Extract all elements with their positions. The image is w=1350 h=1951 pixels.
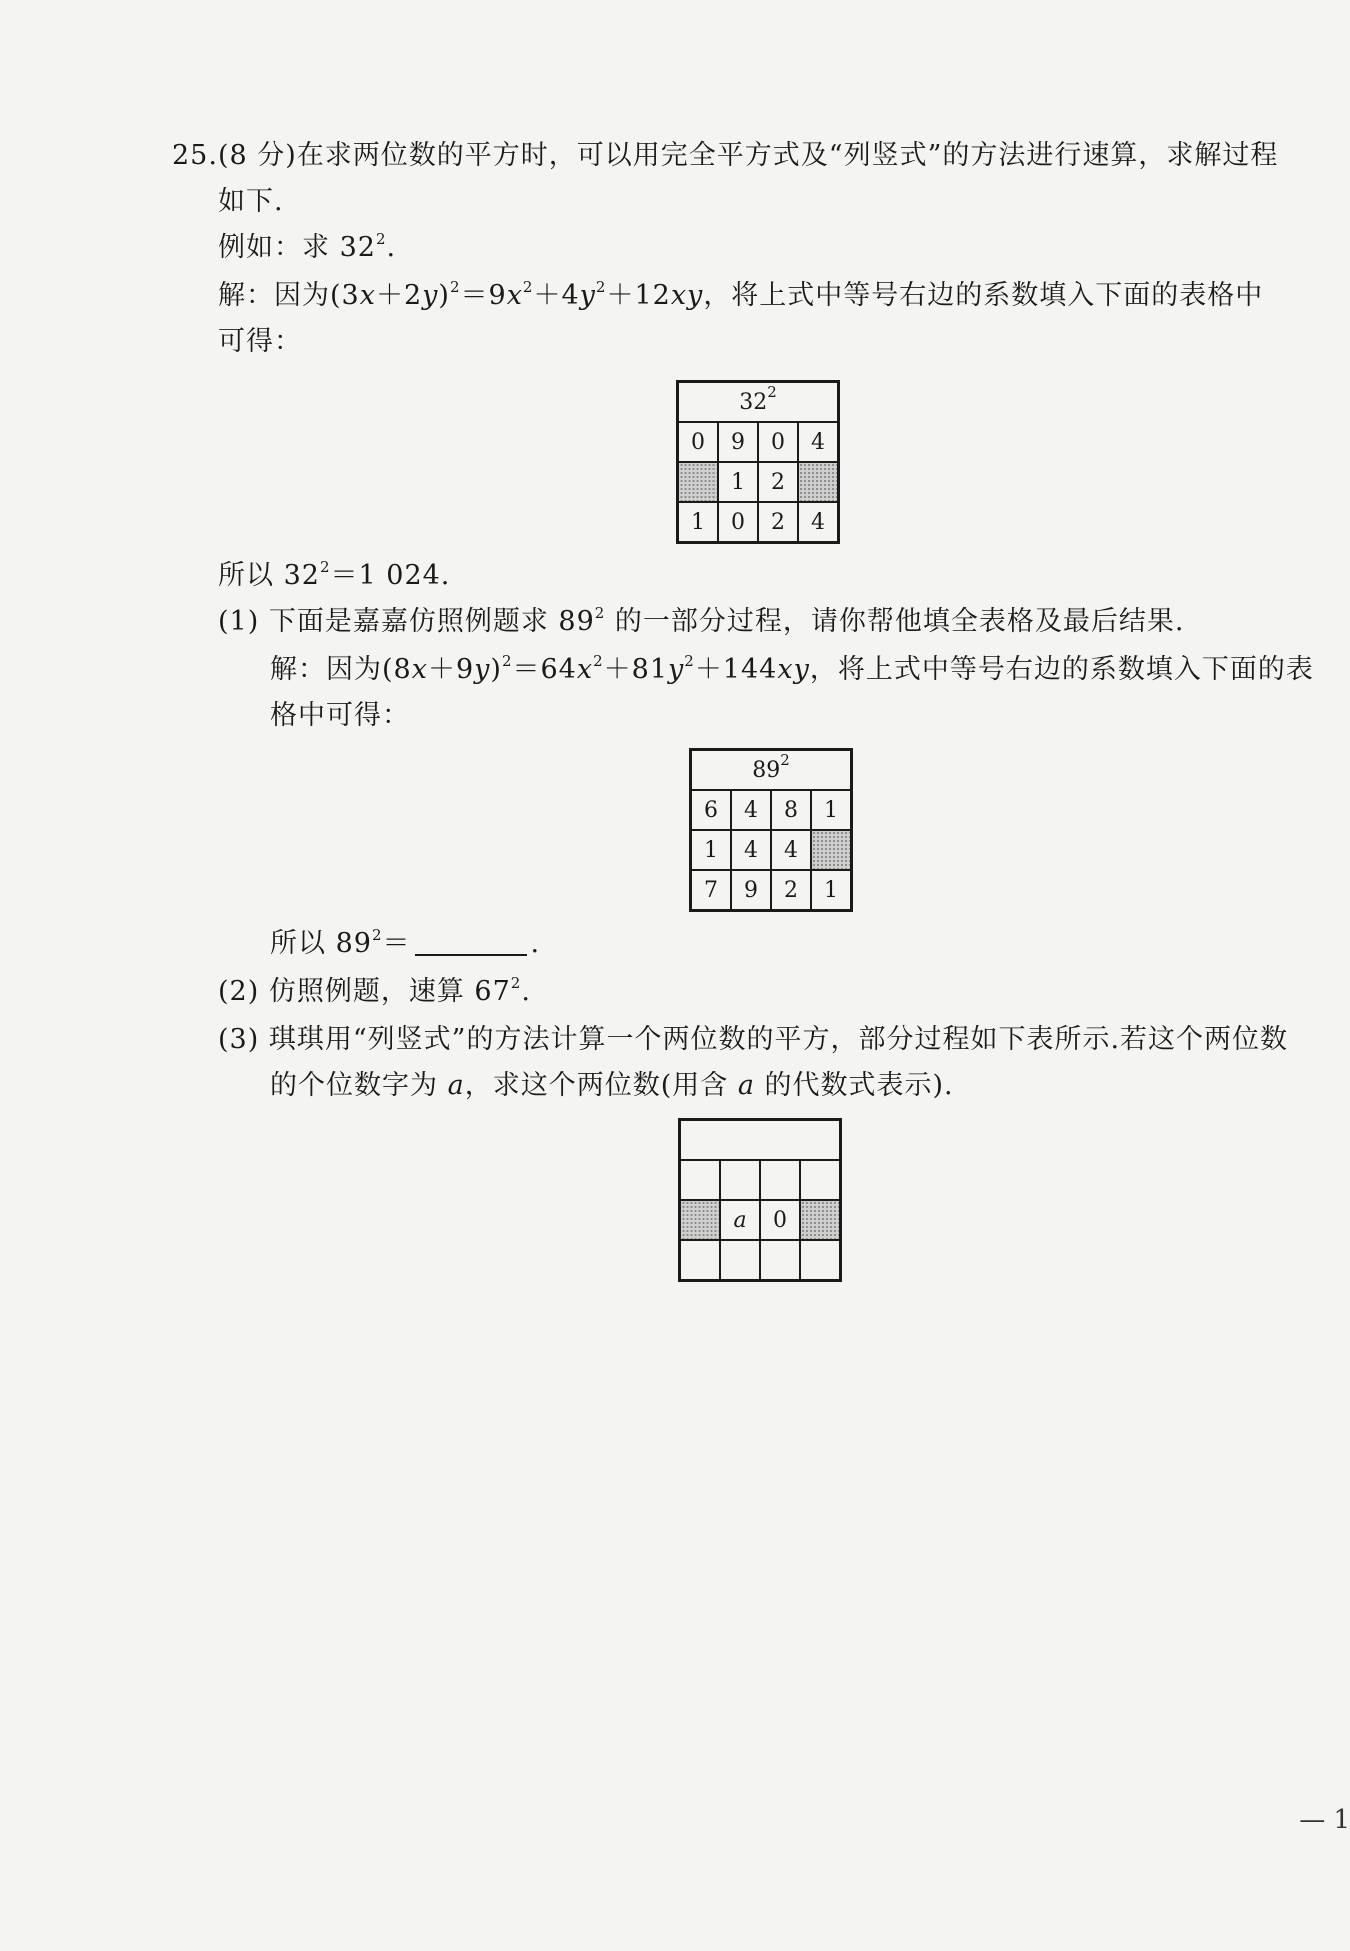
table1-cell: 9 xyxy=(718,422,758,462)
conclusion1 xyxy=(218,556,450,596)
table3-cell xyxy=(680,1160,721,1200)
table3-cell xyxy=(800,1160,841,1200)
part1-text-end: 的一部分过程，请你帮他填全表格及最后结果. xyxy=(605,606,1185,637)
part1-label: (1) xyxy=(218,606,260,637)
table-unknown xyxy=(678,1118,842,1282)
table1-header-text: 32 xyxy=(739,389,768,415)
table3-cell xyxy=(800,1240,841,1281)
table3-shaded-cell xyxy=(800,1200,841,1240)
table1-cell: 2 xyxy=(758,462,798,502)
table1-cell: 2 xyxy=(758,502,798,543)
part2-end: . xyxy=(521,976,531,1007)
conclusion2-eq: ＝ xyxy=(382,928,411,959)
part1-text: 下面是嘉嘉仿照例题求 89 xyxy=(268,606,595,637)
table1-cell: 0 xyxy=(678,422,719,462)
table2-cell: 8 xyxy=(771,790,811,830)
answer-blank[interactable] xyxy=(415,924,527,956)
conclusion2 xyxy=(270,924,540,964)
table2-cell: 4 xyxy=(771,830,811,870)
table2-cell: 4 xyxy=(731,790,771,830)
p1-sol-e: ＋81 xyxy=(603,654,668,685)
table1-cell: 0 xyxy=(758,422,798,462)
table2-cell: 1 xyxy=(691,830,732,870)
table3-shaded-cell xyxy=(680,1200,721,1240)
table1-cell: 4 xyxy=(798,502,839,543)
p1-var-y2: y xyxy=(668,654,685,685)
table1-header-sup: 2 xyxy=(767,382,777,401)
sup-2a: 2 xyxy=(449,278,461,296)
table3-cell xyxy=(720,1240,760,1281)
table3-cell xyxy=(680,1240,721,1281)
table2-header xyxy=(691,750,852,791)
part1-solution-line2: 格中可得： xyxy=(270,700,410,731)
part2-label: (2) xyxy=(218,976,260,1007)
part1-line xyxy=(218,602,1185,642)
var-y: y xyxy=(422,280,439,311)
part3-var-a2: a xyxy=(737,1070,755,1101)
solution-prefix: 解：因为(3 xyxy=(218,280,360,311)
table3-cell: 0 xyxy=(760,1200,800,1240)
conclusion2-end: . xyxy=(530,928,541,959)
solution-line1 xyxy=(218,276,1263,316)
part1-sup: 2 xyxy=(594,604,606,622)
table2-cell: 6 xyxy=(691,790,732,830)
example-label: 例如：求 32 xyxy=(218,232,376,263)
p1-var-xy: xy xyxy=(777,654,810,685)
part1-solution-line1 xyxy=(270,650,1314,690)
conclusion1-value: ＝1 024. xyxy=(330,560,451,591)
page-number-mark: — 1 xyxy=(1299,1805,1350,1835)
sol-c: ＝9 xyxy=(460,280,507,311)
p1-sol-c: ) xyxy=(490,654,502,685)
table2-cell: 7 xyxy=(691,870,732,911)
p1-var-x: x xyxy=(411,654,428,685)
var-xy: xy xyxy=(670,280,704,311)
sol-b: ) xyxy=(438,280,450,311)
problem-intro-line2: 如下. xyxy=(218,186,284,217)
conclusion1-text: 所以 32 xyxy=(218,560,320,591)
table2-shaded-cell xyxy=(811,830,852,870)
p1-sol-f: ＋144 xyxy=(694,654,778,685)
example-line xyxy=(218,228,396,268)
table1-cell: 4 xyxy=(798,422,839,462)
part3-line1-text: 琪琪用“列竖式”的方法计算一个两位数的平方，部分过程如下表所示.若这个两位数 xyxy=(268,1024,1289,1055)
problem-number: 25. xyxy=(172,140,218,171)
table1-cell: 0 xyxy=(718,502,758,543)
example-table-32 xyxy=(676,380,840,544)
problem-intro-line1 xyxy=(172,136,1278,176)
sol-d: ＋4 xyxy=(533,280,580,311)
sol-a: ＋2 xyxy=(375,280,423,311)
var-x2: x xyxy=(506,280,523,311)
p1-sol-prefix: 解：因为(8 xyxy=(270,654,412,685)
table1-header xyxy=(678,382,839,423)
table3-cell xyxy=(760,1240,800,1281)
table3-cell-a: a xyxy=(720,1200,760,1240)
part2-sup: 2 xyxy=(510,974,522,992)
conclusion2-text: 所以 89 xyxy=(270,928,372,959)
part3-var-a: a xyxy=(447,1070,465,1101)
sup-2b: 2 xyxy=(522,278,534,296)
table3-header xyxy=(680,1120,841,1161)
table2-cell: 1 xyxy=(811,870,852,911)
problem-intro-text: 在求两位数的平方时，可以用完全平方式及“列竖式”的方法进行速算，求解过程 xyxy=(296,140,1279,171)
p1-sup-b: 2 xyxy=(593,652,604,670)
p1-sol-d: ＝64 xyxy=(512,654,577,685)
part2-line xyxy=(218,972,531,1012)
var-x: x xyxy=(359,280,376,311)
part3-line1 xyxy=(218,1020,1288,1060)
table-89 xyxy=(689,748,853,912)
p1-var-y: y xyxy=(474,654,491,685)
table1-shaded-cell xyxy=(678,462,719,502)
p1-var-x2: x xyxy=(576,654,594,685)
table2-header-text: 89 xyxy=(752,757,781,783)
table2-cell: 1 xyxy=(811,790,852,830)
part3-line2-a: 的个位数字为 xyxy=(270,1070,448,1101)
table1-cell: 1 xyxy=(678,502,719,543)
part3-label: (3) xyxy=(218,1024,260,1055)
var-y2: y xyxy=(579,280,596,311)
part2-text: 仿照例题，速算 67 xyxy=(268,976,511,1007)
table2-header-sup: 2 xyxy=(780,750,790,769)
p1-sup-a: 2 xyxy=(501,652,513,670)
table1-shaded-cell xyxy=(798,462,839,502)
table3-cell xyxy=(720,1160,760,1200)
sol-e: ＋12 xyxy=(606,280,671,311)
part3-line2-b: ，求这个两位数(用含 xyxy=(464,1070,738,1101)
sol-tail: ，将上式中等号右边的系数填入下面的表格中 xyxy=(703,280,1264,311)
example-end: . xyxy=(386,232,397,263)
table3-cell xyxy=(760,1160,800,1200)
part3-line2 xyxy=(270,1066,954,1106)
table2-cell: 4 xyxy=(731,830,771,870)
conclusion1-sup: 2 xyxy=(319,558,331,576)
conclusion2-sup: 2 xyxy=(371,926,383,944)
solution-line2: 可得： xyxy=(218,326,302,357)
problem-score: (8 分) xyxy=(217,140,297,171)
table1-cell: 1 xyxy=(718,462,758,502)
p1-sol-b: ＋9 xyxy=(427,654,475,685)
p1-sol-tail: ，将上式中等号右边的系数填入下面的表 xyxy=(809,654,1314,685)
p1-sup-c: 2 xyxy=(684,652,695,670)
part3-line2-c: 的代数式表示). xyxy=(754,1070,954,1101)
example-sup: 2 xyxy=(375,230,387,248)
sup-2c: 2 xyxy=(595,278,607,296)
table2-cell: 9 xyxy=(731,870,771,911)
table2-cell: 2 xyxy=(771,870,811,911)
